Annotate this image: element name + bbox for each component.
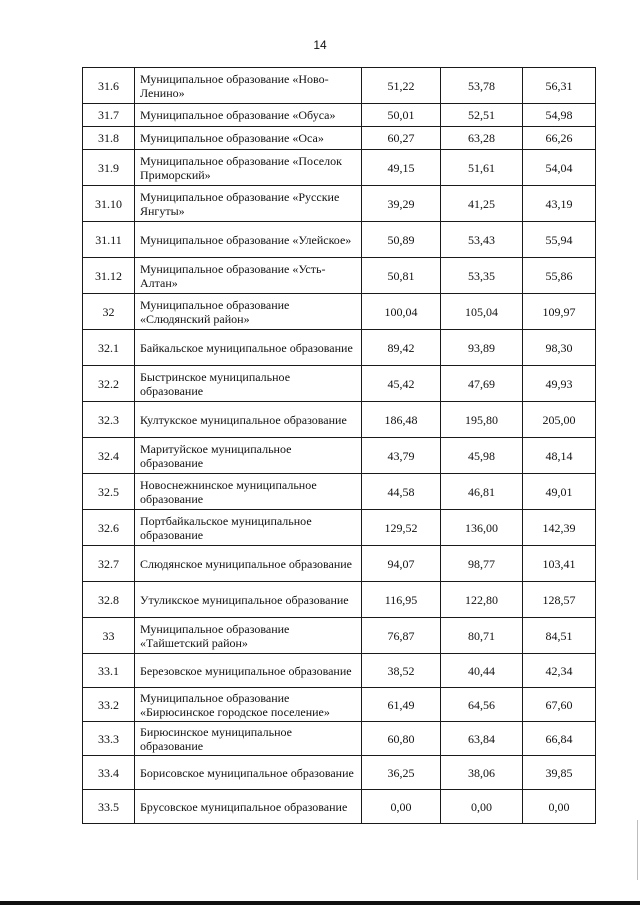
row-number-cell: 32.6	[83, 510, 135, 546]
value-3-cell: 43,19	[523, 186, 596, 222]
value-2-cell: 40,44	[441, 654, 523, 688]
table-row	[83, 474, 596, 510]
value-1-cell: 76,87	[362, 618, 441, 654]
value-2-cell: 63,28	[441, 127, 523, 150]
value-3-cell: 66,84	[523, 722, 596, 756]
value-1-cell: 186,48	[362, 402, 441, 438]
table-row	[83, 186, 596, 222]
municipality-name-cell: Маритуйское муниципальное образование	[135, 438, 362, 474]
row-number-cell: 31.12	[83, 258, 135, 294]
value-3-cell: 0,00	[523, 790, 596, 824]
municipality-name-cell: Култукское муниципальное образование	[135, 402, 362, 438]
value-2-cell: 64,56	[441, 688, 523, 722]
table-row	[83, 790, 596, 824]
table-row	[83, 618, 596, 654]
value-3-cell: 142,39	[523, 510, 596, 546]
table-row	[83, 402, 596, 438]
value-3-cell: 39,85	[523, 756, 596, 790]
value-3-cell: 49,01	[523, 474, 596, 510]
municipality-name-cell: Муниципальное образование «Слюдянский район»	[135, 294, 362, 330]
value-1-cell: 44,58	[362, 474, 441, 510]
value-2-cell: 46,81	[441, 474, 523, 510]
row-number-cell: 31.9	[83, 150, 135, 186]
value-1-cell: 49,15	[362, 150, 441, 186]
value-1-cell: 116,95	[362, 582, 441, 618]
municipality-name-cell: Борисовское муниципальное образование	[135, 756, 362, 790]
row-number-cell: 33.2	[83, 688, 135, 722]
table-row	[83, 258, 596, 294]
municipality-name-cell: Муниципальное образование «Поселок Приморский»	[135, 150, 362, 186]
value-1-cell: 0,00	[362, 790, 441, 824]
municipality-name-cell: Быстринское муниципальное образование	[135, 366, 362, 402]
municipality-name-cell: Брусовское муниципальное образование	[135, 790, 362, 824]
row-number-cell: 32.3	[83, 402, 135, 438]
table-row	[83, 294, 596, 330]
value-3-cell: 66,26	[523, 127, 596, 150]
value-3-cell: 205,00	[523, 402, 596, 438]
value-3-cell: 84,51	[523, 618, 596, 654]
row-number-cell: 32.7	[83, 546, 135, 582]
row-number-cell: 32.2	[83, 366, 135, 402]
value-3-cell: 42,34	[523, 654, 596, 688]
municipality-name-cell: Муниципальное образование «Улейское»	[135, 222, 362, 258]
municipality-name-cell: Утуликское муниципальное образование	[135, 582, 362, 618]
municipality-name-cell: Муниципальное образование «Русские Янгуты»	[135, 186, 362, 222]
value-3-cell: 54,98	[523, 104, 596, 127]
value-2-cell: 136,00	[441, 510, 523, 546]
value-2-cell: 53,78	[441, 68, 523, 104]
table-row	[83, 222, 596, 258]
value-2-cell: 38,06	[441, 756, 523, 790]
value-1-cell: 50,89	[362, 222, 441, 258]
value-3-cell: 103,41	[523, 546, 596, 582]
table-row	[83, 127, 596, 150]
value-3-cell: 55,94	[523, 222, 596, 258]
value-2-cell: 122,80	[441, 582, 523, 618]
value-2-cell: 51,61	[441, 150, 523, 186]
value-1-cell: 45,42	[362, 366, 441, 402]
value-2-cell: 80,71	[441, 618, 523, 654]
value-1-cell: 50,81	[362, 258, 441, 294]
municipality-name-cell: Бирюсинское муниципальное образование	[135, 722, 362, 756]
row-number-cell: 32	[83, 294, 135, 330]
municipality-name-cell: Муниципальное образование «Тайшетский район»	[135, 618, 362, 654]
row-number-cell: 32.4	[83, 438, 135, 474]
scan-edge-mark	[637, 820, 638, 880]
value-3-cell: 49,93	[523, 366, 596, 402]
table-row	[83, 546, 596, 582]
table-row	[83, 438, 596, 474]
row-number-cell: 33.4	[83, 756, 135, 790]
row-number-cell: 33.1	[83, 654, 135, 688]
municipality-name-cell: Березовское муниципальное образование	[135, 654, 362, 688]
table-row	[83, 722, 596, 756]
table-row	[83, 582, 596, 618]
value-1-cell: 94,07	[362, 546, 441, 582]
municipality-name-cell: Новоснежнинское муниципальное образование	[135, 474, 362, 510]
municipality-name-cell: Муниципальное образование «Усть-Алтан»	[135, 258, 362, 294]
value-2-cell: 45,98	[441, 438, 523, 474]
municipality-name-cell: Муниципальное образование «Бирюсинское городское поселение»	[135, 688, 362, 722]
row-number-cell: 33	[83, 618, 135, 654]
municipality-name-cell: Портбайкальское муниципальное образование	[135, 510, 362, 546]
row-number-cell: 31.8	[83, 127, 135, 150]
value-1-cell: 60,27	[362, 127, 441, 150]
value-1-cell: 51,22	[362, 68, 441, 104]
table-row	[83, 688, 596, 722]
table-row	[83, 68, 596, 104]
municipality-name-cell: Муниципальное образование «Оса»	[135, 127, 362, 150]
data-table	[82, 67, 596, 824]
table-row	[83, 510, 596, 546]
table-row	[83, 150, 596, 186]
table-row	[83, 330, 596, 366]
table-body	[83, 68, 596, 824]
value-2-cell: 93,89	[441, 330, 523, 366]
value-3-cell: 128,57	[523, 582, 596, 618]
table-row	[83, 756, 596, 790]
municipality-name-cell: Байкальское муниципальное образование	[135, 330, 362, 366]
table-row	[83, 104, 596, 127]
value-1-cell: 100,04	[362, 294, 441, 330]
value-2-cell: 98,77	[441, 546, 523, 582]
value-1-cell: 36,25	[362, 756, 441, 790]
row-number-cell: 31.10	[83, 186, 135, 222]
row-number-cell: 31.11	[83, 222, 135, 258]
value-1-cell: 61,49	[362, 688, 441, 722]
value-1-cell: 60,80	[362, 722, 441, 756]
value-1-cell: 43,79	[362, 438, 441, 474]
row-number-cell: 33.3	[83, 722, 135, 756]
scan-bottom-border	[0, 901, 640, 905]
value-3-cell: 55,86	[523, 258, 596, 294]
value-2-cell: 0,00	[441, 790, 523, 824]
value-3-cell: 109,97	[523, 294, 596, 330]
row-number-cell: 31.6	[83, 68, 135, 104]
value-3-cell: 56,31	[523, 68, 596, 104]
row-number-cell: 32.8	[83, 582, 135, 618]
row-number-cell: 32.1	[83, 330, 135, 366]
row-number-cell: 31.7	[83, 104, 135, 127]
value-2-cell: 41,25	[441, 186, 523, 222]
value-3-cell: 54,04	[523, 150, 596, 186]
value-1-cell: 129,52	[362, 510, 441, 546]
municipality-name-cell: Муниципальное образование «Ново-Ленино»	[135, 68, 362, 104]
value-3-cell: 48,14	[523, 438, 596, 474]
table-row	[83, 366, 596, 402]
value-1-cell: 89,42	[362, 330, 441, 366]
row-number-cell: 32.5	[83, 474, 135, 510]
municipality-name-cell: Муниципальное образование «Обуса»	[135, 104, 362, 127]
value-2-cell: 52,51	[441, 104, 523, 127]
value-2-cell: 53,35	[441, 258, 523, 294]
value-2-cell: 105,04	[441, 294, 523, 330]
page-number: 14	[313, 38, 327, 52]
value-3-cell: 98,30	[523, 330, 596, 366]
value-2-cell: 63,84	[441, 722, 523, 756]
value-1-cell: 50,01	[362, 104, 441, 127]
value-2-cell: 47,69	[441, 366, 523, 402]
value-2-cell: 53,43	[441, 222, 523, 258]
value-2-cell: 195,80	[441, 402, 523, 438]
value-1-cell: 39,29	[362, 186, 441, 222]
table-row	[83, 654, 596, 688]
value-3-cell: 67,60	[523, 688, 596, 722]
value-1-cell: 38,52	[362, 654, 441, 688]
municipality-name-cell: Слюдянское муниципальное образование	[135, 546, 362, 582]
row-number-cell: 33.5	[83, 790, 135, 824]
